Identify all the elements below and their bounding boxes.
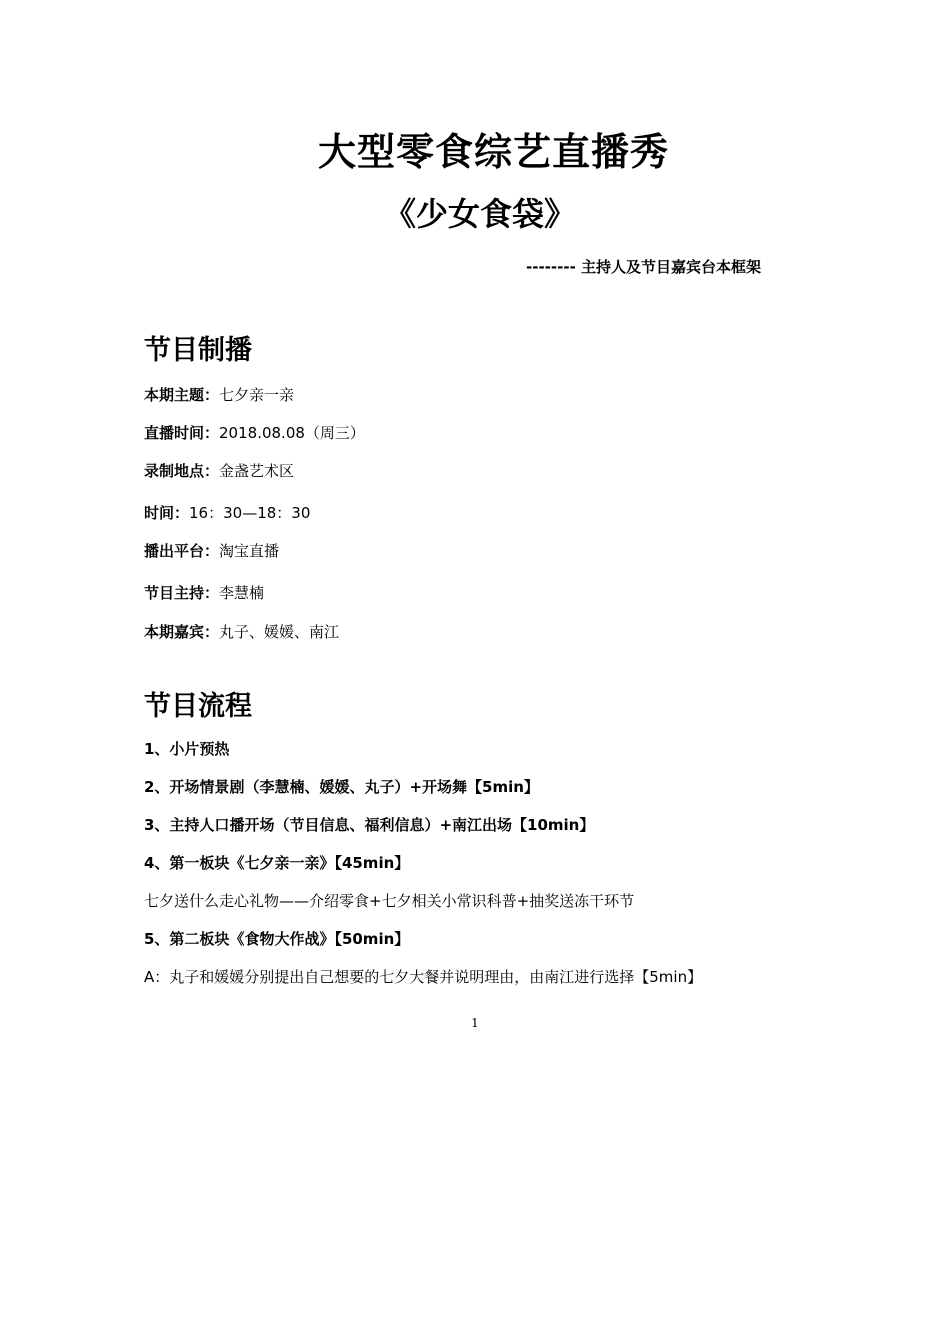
info-label: 时间： <box>144 504 190 522</box>
info-label: 本期嘉宾： <box>144 623 220 641</box>
info-row-platform <box>144 540 279 562</box>
info-row-guests <box>144 621 339 643</box>
document-title: 大型零食综艺直播秀 <box>318 130 670 174</box>
flow-item: 5、第二板块《食物大作战》【50min】 <box>144 930 410 948</box>
info-row-location <box>144 460 294 482</box>
info-value: 丸子、媛媛、南江 <box>219 623 340 641</box>
info-value: 2018.08.08（周三） <box>219 424 365 442</box>
info-value: 金盏艺术区 <box>219 462 295 480</box>
info-value: 七夕亲一亲 <box>219 386 295 404</box>
framework-caption: -------- 主持人及节目嘉宾台本框架 <box>526 258 762 276</box>
section-heading-program-info: 节目制播 <box>144 335 252 366</box>
flow-item: 1、小片预热 <box>144 740 230 758</box>
document-subtitle: 《少女食袋》 <box>384 195 577 233</box>
info-row-time <box>144 502 310 524</box>
flow-description: 七夕送什么走心礼物——介绍零食+七夕相关小常识科普+抽奖送冻干环节 <box>144 892 635 910</box>
info-value: 李慧楠 <box>219 584 265 602</box>
info-label: 本期主题： <box>144 386 220 404</box>
info-label: 直播时间： <box>144 424 220 442</box>
info-row-theme <box>144 384 294 406</box>
flow-item: 3、主持人口播开场（节目信息、福利信息）+南江出场【10min】 <box>144 816 595 834</box>
flow-description: A：丸子和媛媛分别提出自己想要的七夕大餐并说明理由，由南江进行选择【5min】 <box>144 968 703 986</box>
info-row-host <box>144 582 264 604</box>
info-label: 播出平台： <box>144 542 220 560</box>
info-label: 节目主持： <box>144 584 220 602</box>
page-number: 1 <box>471 1016 479 1030</box>
info-row-broadcast-time <box>144 422 365 444</box>
info-value: 16：30—18：30 <box>189 504 311 522</box>
flow-item: 2、开场情景剧（李慧楠、媛媛、丸子）+开场舞【5min】 <box>144 778 539 796</box>
info-label: 录制地点： <box>144 462 220 480</box>
info-value: 淘宝直播 <box>219 542 280 560</box>
section-heading-program-flow: 节目流程 <box>144 691 252 722</box>
flow-item: 4、第一板块《七夕亲一亲》【45min】 <box>144 854 410 872</box>
